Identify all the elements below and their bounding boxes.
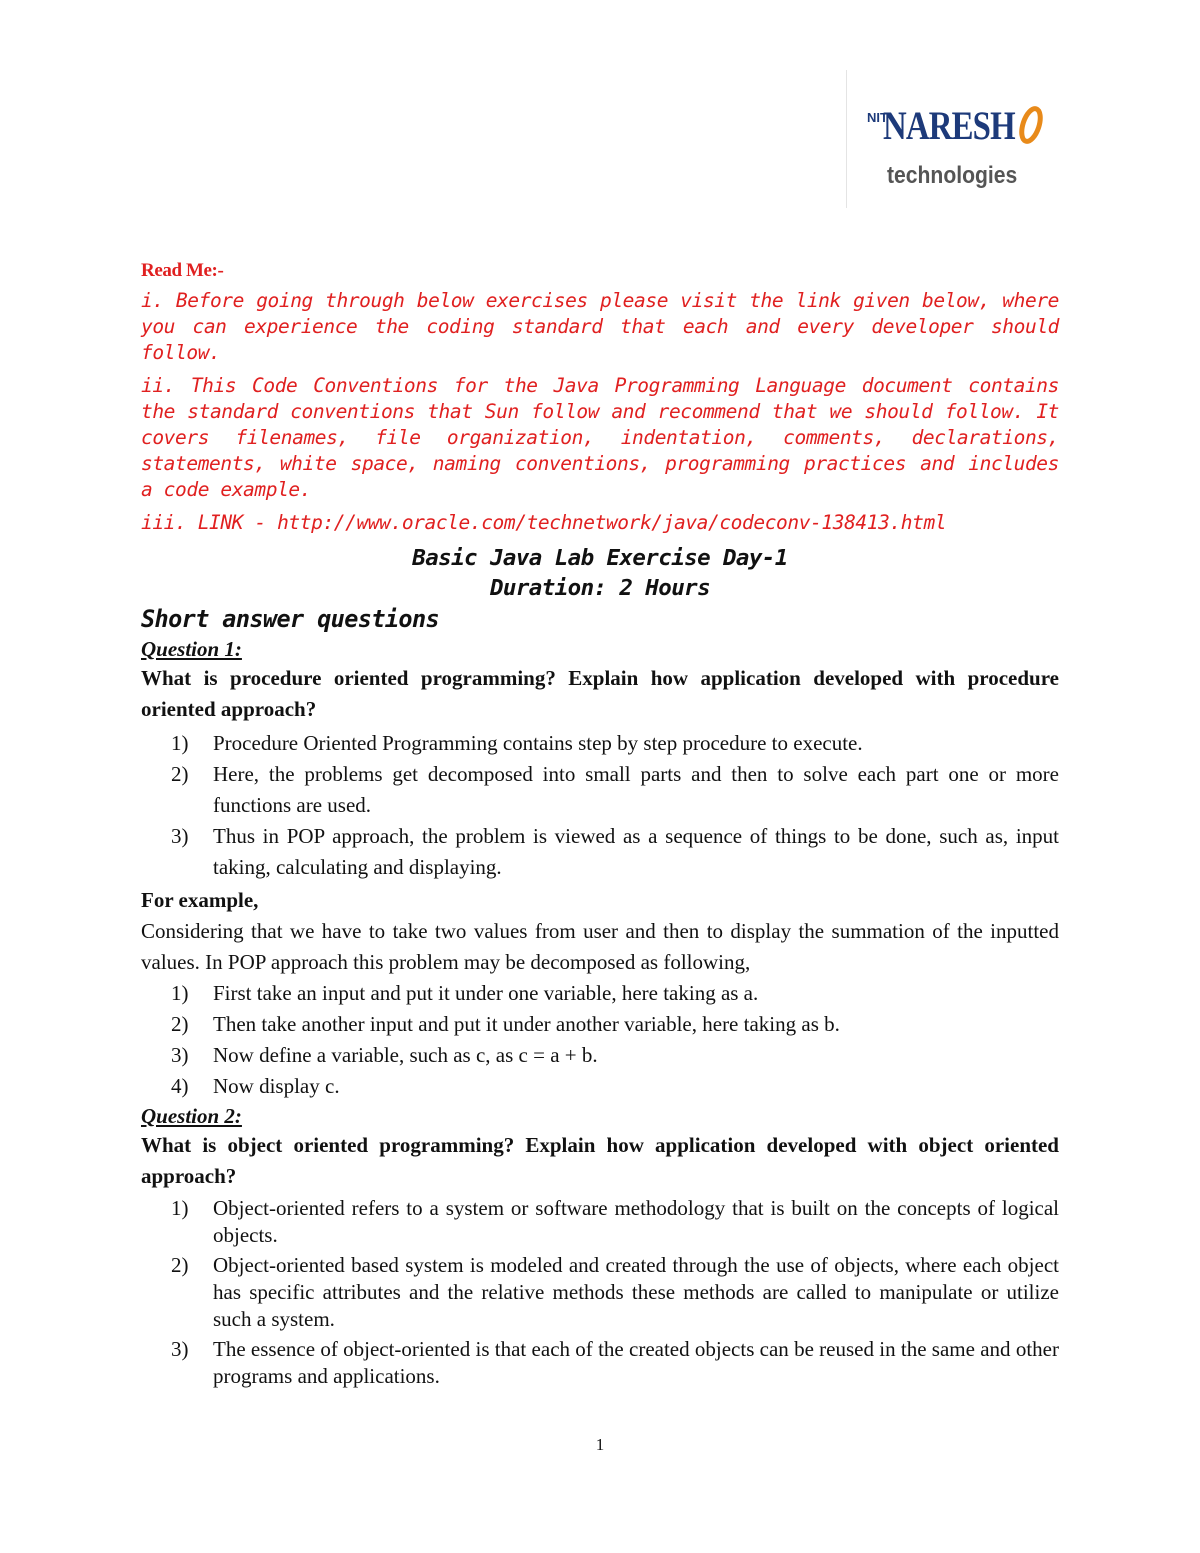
readme-paragraph-1: i. Before going through below exercises please visit the link given below, where you can experience the coding standard that each and every developer should follow. bbox=[141, 289, 1059, 364]
question-2-text: What is object oriented programming? Explain how application developed with object oriented approach? bbox=[141, 1133, 1059, 1188]
readme-paragraph-2: ii. This Code Conventions for the Java Programming Language document contains the standard conventions that Sun follow and recommend that we should follow. It covers filenames, file organization, indentation, comments, declarations, statements, white space, naming conventions, programming practices and includes a code example. bbox=[141, 374, 1059, 501]
question-1-label: Question 1: bbox=[141, 637, 242, 661]
question-2-answer-list bbox=[141, 1195, 1059, 1390]
section-heading: Short answer questions bbox=[141, 605, 440, 633]
list-item: 1) Object-oriented refers to a system or software methodology that is built on the concepts of logical objects. bbox=[171, 1196, 1059, 1247]
readme-title: Read Me:- bbox=[141, 260, 224, 281]
logo-mark: NIT bbox=[867, 110, 888, 125]
logo-brand: NARESH bbox=[883, 103, 1015, 148]
list-item: 1) First take an input and put it under one variable, here taking as a. bbox=[171, 981, 759, 1005]
page-title: Basic Java Lab Exercise Day-1 bbox=[412, 545, 788, 571]
duration-title: Duration: 2 Hours bbox=[489, 575, 711, 601]
list-item: 3) The essence of object-oriented is that each of the created objects can be reused in the same and other programs and applications. bbox=[171, 1337, 1059, 1388]
example-steps-list bbox=[141, 978, 1059, 1102]
list-item: 3) Now define a variable, such as c, as c = a + b. bbox=[171, 1043, 598, 1067]
page-number: 1 bbox=[595, 1435, 605, 1454]
question-1-answer-list bbox=[141, 728, 1059, 883]
list-item: 2) Object-oriented based system is modeled and created through the use of objects, where each object has specific attributes and the relative methods these methods are called to manipulate or utilize such a system. bbox=[171, 1253, 1059, 1331]
list-item: 1) Procedure Oriented Programming contains step by step procedure to execute. bbox=[171, 731, 863, 755]
question-2-label: Question 2: bbox=[141, 1104, 242, 1128]
readme-block bbox=[141, 258, 1059, 536]
example-text: Considering that we have to take two values from user and then to display the summation of the inputted values. In POP approach this problem may be decomposed as following, bbox=[141, 919, 1059, 974]
list-item: 3) Thus in POP approach, the problem is viewed as a sequence of things to be done, such as, input taking, calculating and displaying. bbox=[171, 824, 1059, 879]
document-body bbox=[141, 258, 1059, 1393]
list-item: 2) Then take another input and put it under another variable, here taking as b. bbox=[171, 1012, 840, 1036]
question-1-text: What is procedure oriented programming? Explain how application developed with procedure oriented approach? bbox=[141, 666, 1059, 721]
readme-link[interactable]: iii. LINK - http://www.oracle.com/technetwork/java/codeconv-138413.html bbox=[141, 511, 947, 534]
company-logo bbox=[846, 70, 1059, 208]
list-item: 2) Here, the problems get decomposed into small parts and then to solve each part one or more functions are used. bbox=[171, 762, 1059, 817]
list-item: 4) Now display c. bbox=[171, 1074, 340, 1098]
logo-swoosh-icon bbox=[1019, 104, 1043, 146]
example-heading: For example, bbox=[141, 888, 259, 912]
logo-tagline: technologies bbox=[887, 162, 1018, 189]
